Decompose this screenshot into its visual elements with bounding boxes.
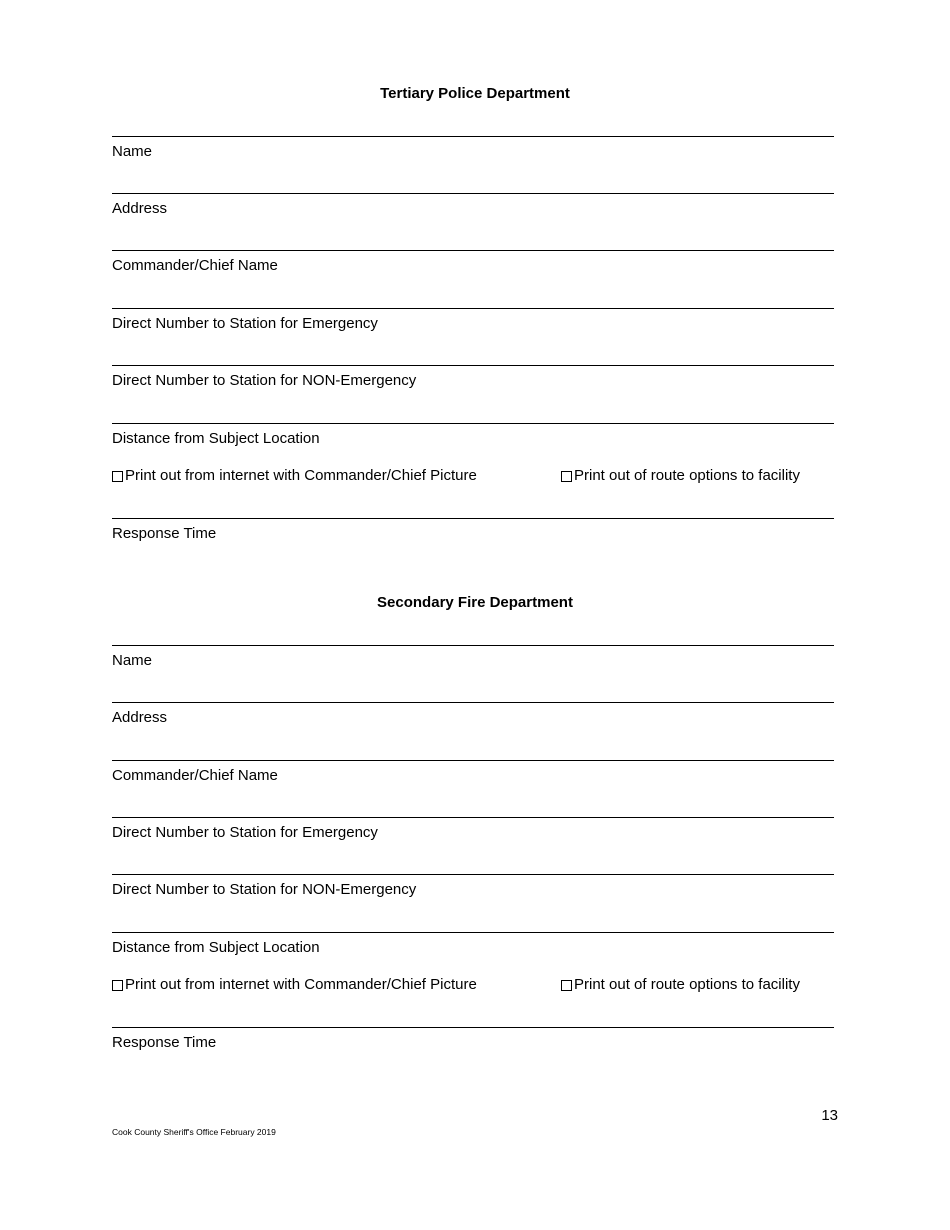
route-options-checkbox[interactable]: [561, 976, 800, 994]
emergency-number-line[interactable]: [112, 817, 834, 818]
commander-label: Commander/Chief Name: [112, 767, 278, 784]
name-line[interactable]: [112, 645, 834, 646]
section-title: Secondary Fire Department: [377, 594, 573, 611]
non-emergency-number-line[interactable]: [112, 874, 834, 875]
emergency-number-label: Direct Number to Station for Emergency: [112, 824, 378, 841]
distance-line[interactable]: [112, 932, 834, 933]
commander-line[interactable]: [112, 250, 834, 251]
printout-picture-label: Print out from internet with Commander/Chief Picture: [125, 976, 477, 993]
route-options-label: Print out of route options to facility: [574, 467, 800, 484]
address-label: Address: [112, 709, 168, 726]
route-options-checkbox[interactable]: [561, 467, 800, 485]
checkbox-icon[interactable]: [561, 471, 572, 482]
checkbox-icon[interactable]: [561, 980, 572, 991]
checkbox-icon[interactable]: [112, 471, 123, 482]
non-emergency-number-line[interactable]: [112, 365, 834, 366]
checkbox-icon[interactable]: [112, 980, 123, 991]
address-label: Address: [112, 200, 168, 217]
name-label: Name: [112, 143, 153, 160]
printout-picture-checkbox[interactable]: [112, 467, 477, 485]
route-options-label: Print out of route options to facility: [574, 976, 800, 993]
printout-picture-label: Print out from internet with Commander/Chief Picture: [125, 467, 477, 484]
non-emergency-number-label: Direct Number to Station for NON-Emergency: [112, 372, 417, 389]
distance-label: Distance from Subject Location: [112, 939, 320, 956]
response-time-label: Response Time: [112, 525, 217, 542]
commander-label: Commander/Chief Name: [112, 257, 278, 274]
section-title: Tertiary Police Department: [380, 85, 570, 102]
printout-picture-checkbox[interactable]: [112, 976, 477, 994]
address-line[interactable]: [112, 193, 834, 194]
name-line[interactable]: [112, 136, 834, 137]
response-time-line[interactable]: [112, 518, 834, 519]
page-number: 13: [821, 1107, 838, 1124]
response-time-label: Response Time: [112, 1034, 217, 1051]
non-emergency-number-label: Direct Number to Station for NON-Emergency: [112, 881, 417, 898]
commander-line[interactable]: [112, 760, 834, 761]
emergency-number-line[interactable]: [112, 308, 834, 309]
address-line[interactable]: [112, 702, 834, 703]
footer-note: Cook County Sheriff's Office February 2019: [112, 1127, 276, 1137]
name-label: Name: [112, 652, 153, 669]
response-time-line[interactable]: [112, 1027, 834, 1028]
distance-label: Distance from Subject Location: [112, 430, 320, 447]
distance-line[interactable]: [112, 423, 834, 424]
emergency-number-label: Direct Number to Station for Emergency: [112, 315, 378, 332]
